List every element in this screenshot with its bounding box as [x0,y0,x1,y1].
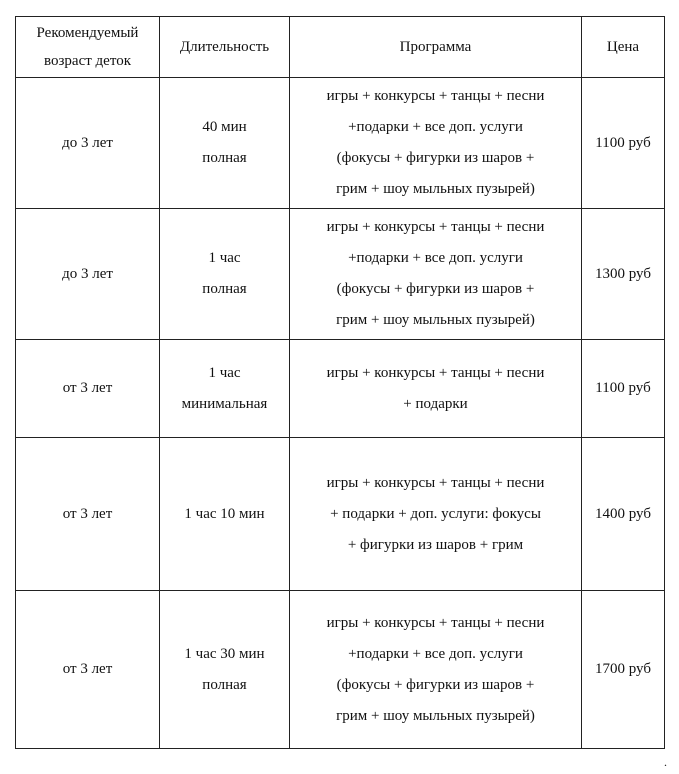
program-cell: игры + конкурсы + танцы + песни +подарки + все доп. услуги (фокусы + фигурки из шаров + грим + шоу мыльных пузырей) [290,78,582,209]
price-cell: 1100 руб [582,78,665,209]
price-cell: 1700 руб [582,591,665,749]
age-cell: до 3 лет [16,78,160,209]
duration-cell: 40 мин полная [160,78,290,209]
program-cell: игры + конкурсы + танцы + песни +подарки + все доп. услуги (фокусы + фигурки из шаров + грим + шоу мыльных пузырей) [290,591,582,749]
age-cell: от 3 лет [16,591,160,749]
duration-cell: 1 час полная [160,209,290,340]
price-cell: 1300 руб [582,209,665,340]
price-cell: 1100 руб [582,340,665,438]
header-price: Цена [582,17,665,78]
header-row [16,17,665,78]
program-cell: игры + конкурсы + танцы + песни + подарки [290,340,582,438]
table-row [16,340,665,438]
program-cell: игры + конкурсы + танцы + песни + подарки + доп. услуги: фокусы + фигурки из шаров + грим [290,438,582,591]
header-duration: Длительность [160,17,290,78]
table-row [16,209,665,340]
program-cell: игры + конкурсы + танцы + песни +подарки + все доп. услуги (фокусы + фигурки из шаров + грим + шоу мыльных пузырей) [290,209,582,340]
age-cell: до 3 лет [16,209,160,340]
header-program: Программа [290,17,582,78]
price-cell: 1400 руб [582,438,665,591]
age-cell: от 3 лет [16,340,160,438]
price-table [15,16,665,749]
header-age: Рекомендуемый возраст деток [16,17,160,78]
duration-cell: 1 час 30 мин полная [160,591,290,749]
table-row [16,78,665,209]
duration-cell: 1 час минимальная [160,340,290,438]
table-row [16,438,665,591]
trailing-mark: . [664,755,667,769]
duration-cell: 1 час 10 мин [160,438,290,591]
age-cell: от 3 лет [16,438,160,591]
table-row [16,591,665,749]
